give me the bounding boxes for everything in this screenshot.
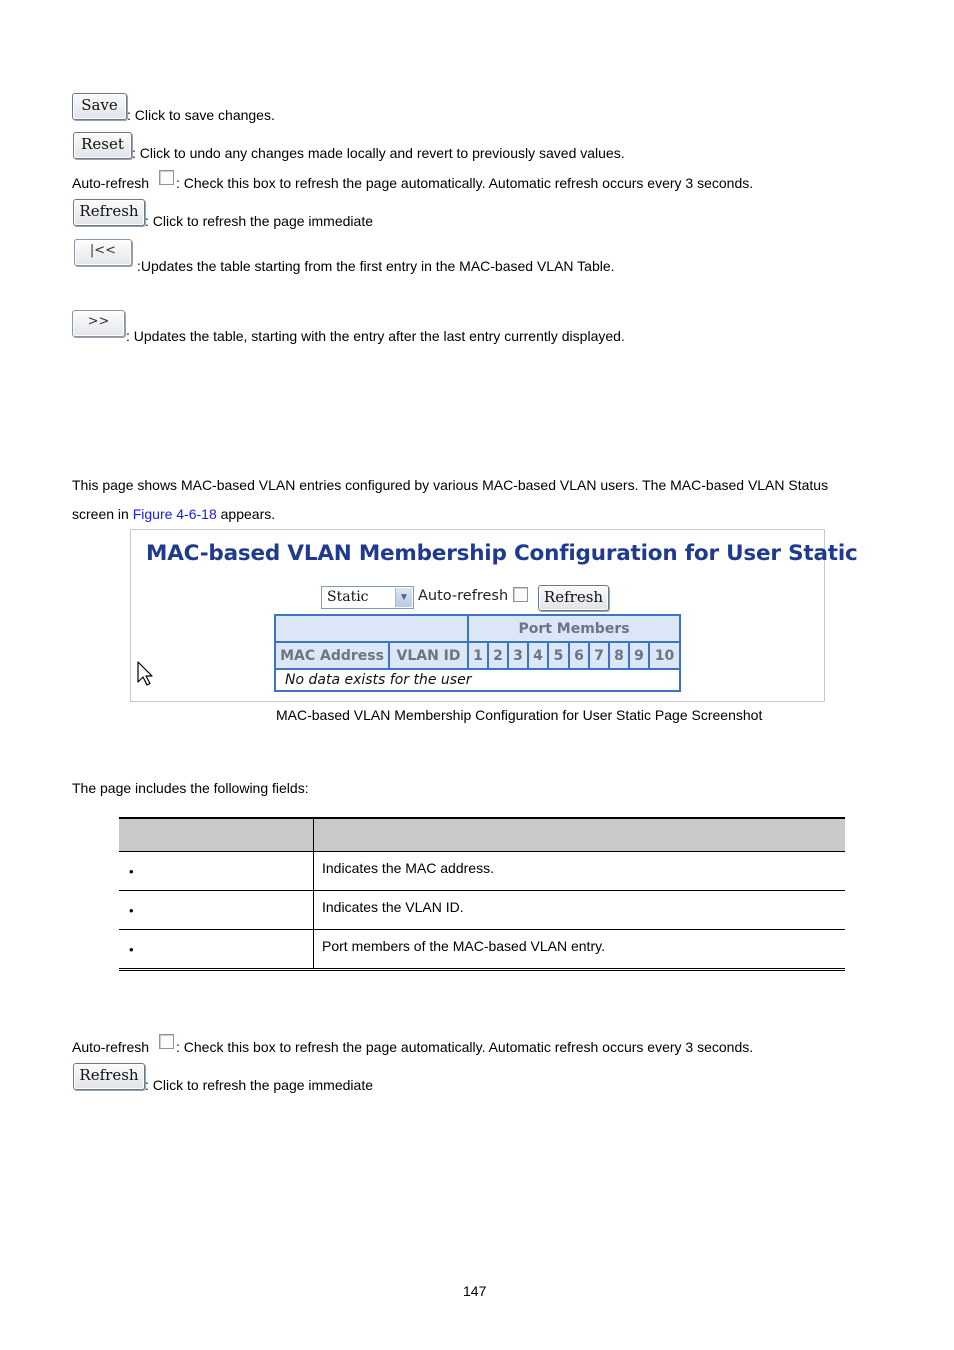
bottom-autorefresh-label: Auto-refresh — [72, 1039, 150, 1055]
fields-table — [119, 817, 845, 972]
field-description: Indicates the VLAN ID. — [322, 899, 464, 915]
first-page-description: :Updates the table starting from the first entry in the MAC-based VLAN Table. — [137, 258, 615, 274]
header-spacer — [276, 616, 469, 641]
fields-intro: The page includes the following fields: — [72, 780, 309, 796]
chevron-down-icon[interactable]: ▼ — [395, 588, 412, 607]
membership-table — [274, 614, 681, 692]
refresh-description: : Click to refresh the page immediate — [145, 213, 373, 229]
table-row — [119, 930, 845, 969]
user-select[interactable] — [321, 586, 414, 609]
autorefresh-checkbox[interactable] — [159, 170, 174, 185]
screenshot-frame — [130, 529, 858, 702]
field-description: Port members of the MAC-based VLAN entry. — [322, 938, 605, 954]
bottom-refresh-description: : Click to refresh the page immediate — [145, 1077, 373, 1093]
reset-button[interactable]: Reset — [73, 132, 132, 159]
fields-table-header — [119, 817, 845, 852]
bottom-refresh-button[interactable]: Refresh — [73, 1063, 145, 1090]
bullet: • — [129, 903, 134, 918]
header-port-3: 3 — [509, 643, 529, 668]
intro-line-2 — [72, 505, 275, 523]
header-port-1: 1 — [469, 643, 489, 668]
autorefresh-label: Auto-refresh — [72, 175, 150, 191]
header-vlan-id: VLAN ID — [390, 643, 469, 668]
header-port-4: 4 — [529, 643, 549, 668]
screenshot-autorefresh-label: Auto-refresh — [418, 588, 509, 604]
column-divider — [313, 819, 314, 969]
table-row — [119, 852, 845, 891]
screenshot-refresh-button[interactable]: Refresh — [538, 585, 609, 611]
intro-text: screen in — [72, 506, 133, 522]
figure-link[interactable]: Figure 4-6-18 — [132, 506, 217, 522]
table-header-row — [276, 643, 679, 670]
bullet: • — [129, 942, 134, 957]
table-bottom-rule — [119, 968, 845, 971]
bottom-autorefresh-description: : Check this box to refresh the page automatically. Automatic refresh occurs every 3 seconds. — [176, 1039, 754, 1055]
table-header-group-row — [276, 616, 679, 643]
bullet: • — [129, 864, 134, 879]
header-port-6: 6 — [570, 643, 590, 668]
intro-text-end: appears. — [216, 506, 276, 522]
header-mac-address: MAC Address — [276, 643, 390, 668]
header-port-7: 7 — [590, 643, 610, 668]
header-port-members: Port Members — [469, 616, 679, 641]
autorefresh-description: : Check this box to refresh the page automatically. Automatic refresh occurs every 3 seconds. — [176, 175, 754, 191]
bottom-autorefresh-checkbox[interactable] — [159, 1034, 174, 1049]
mouse-cursor-icon — [137, 661, 153, 687]
empty-table-message: No data exists for the user — [285, 672, 472, 688]
header-port-2: 2 — [489, 643, 509, 668]
figure-caption: MAC-based VLAN Membership Configuration for User Static Page Screenshot — [276, 707, 763, 723]
save-button[interactable]: Save — [72, 93, 127, 120]
intro-line-1: This page shows MAC-based VLAN entries configured by various MAC-based VLAN users. The MAC-based VLAN Status — [72, 477, 829, 493]
screenshot-title: MAC-based VLAN Membership Configuration for User Static — [146, 541, 858, 566]
reset-description: : Click to undo any changes made locally and revert to previously saved values. — [132, 145, 625, 161]
screenshot-autorefresh-checkbox[interactable] — [513, 587, 528, 602]
user-select-value: Static — [327, 589, 369, 605]
header-port-8: 8 — [610, 643, 630, 668]
next-page-button[interactable]: >> — [72, 310, 125, 337]
first-page-button[interactable]: |<< — [74, 239, 132, 266]
save-description: : Click to save changes. — [127, 107, 275, 123]
next-page-description: : Updates the table, starting with the entry after the last entry currently displayed. — [126, 328, 625, 344]
header-port-5: 5 — [549, 643, 570, 668]
table-row — [119, 891, 845, 930]
header-port-10: 10 — [650, 643, 679, 668]
field-description: Indicates the MAC address. — [322, 860, 494, 876]
refresh-button[interactable]: Refresh — [73, 199, 145, 226]
page-number: 147 — [463, 1283, 487, 1299]
header-port-9: 9 — [630, 643, 650, 668]
